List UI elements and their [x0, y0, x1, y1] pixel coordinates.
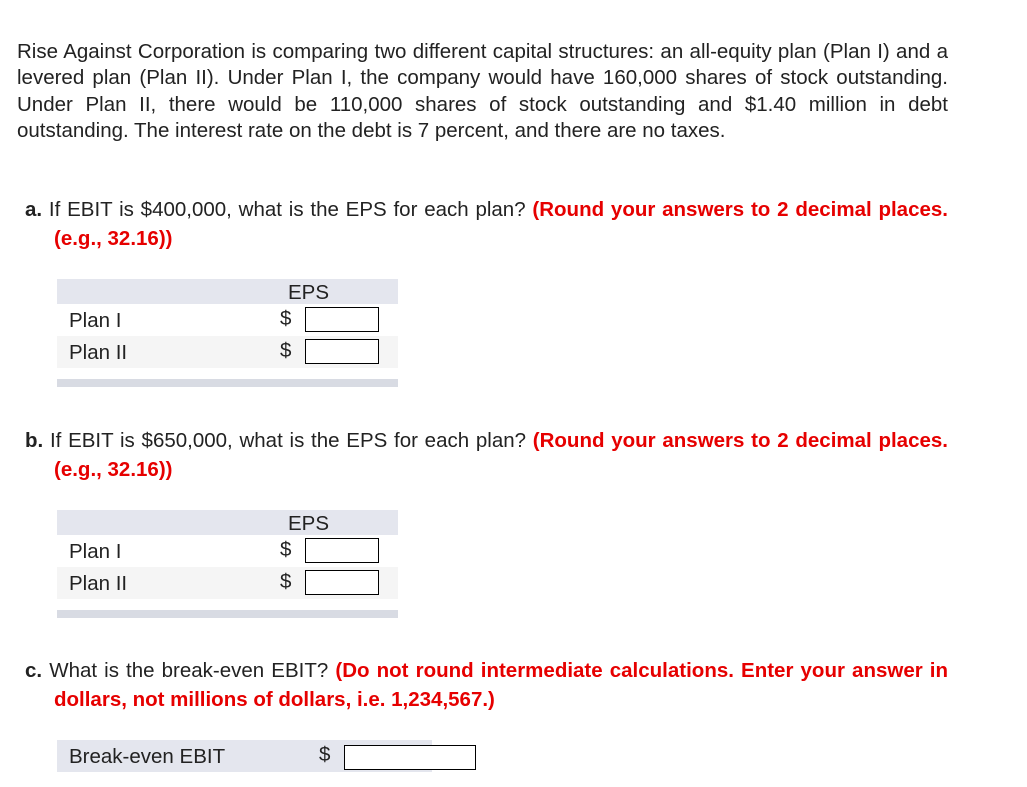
question-a-letter: a.: [25, 198, 43, 221]
table-row: [57, 567, 398, 599]
break-even-row: [57, 740, 432, 772]
eps-table-a-header: [57, 279, 398, 304]
question-b: [25, 426, 948, 484]
dollar-sign: $: [280, 570, 292, 593]
eps-table-b-header: [57, 510, 398, 535]
row-label: Break-even EBIT: [69, 745, 226, 768]
eps-input-b-plan-2[interactable]: [305, 570, 379, 595]
problem-intro: Rise Against Corporation is comparing two different capital structures: an all-equity plan (Plan I) and a levered plan (Plan II). Under Plan I, the company would have 160,000 shares of stock outstanding. Under Plan II, there would be 110,000 shares of stock outstanding and $1.40 million in debt outstanding. The interest rate on the debt is 7 percent, and there are no taxes.: [17, 40, 948, 142]
eps-input-b-plan-1[interactable]: [305, 538, 379, 563]
row-label: Plan I: [69, 309, 122, 332]
question-b-note: (Round your answers to 2 decimal places.(e.g., 32.16)): [54, 429, 948, 481]
dollar-sign: $: [280, 307, 292, 330]
dollar-sign: $: [280, 339, 292, 362]
eps-table-b: [57, 510, 398, 618]
eps-column-header: EPS: [288, 281, 330, 304]
question-a: [25, 195, 948, 253]
table-footer-bar: [57, 610, 398, 618]
question-c-letter: c.: [25, 659, 43, 682]
question-a-text: If EBIT is $400,000, what is the EPS for each plan?: [48, 198, 526, 221]
row-label: Plan I: [69, 540, 122, 563]
table-row: [57, 304, 398, 336]
table-row: [57, 535, 398, 567]
eps-input-a-plan-1[interactable]: [305, 307, 379, 332]
question-b-letter: b.: [25, 429, 44, 452]
row-label: Plan II: [69, 341, 128, 364]
question-c: [25, 656, 949, 714]
question-a-note: (Round your answers to 2 decimal places.(e.g., 32.16)): [54, 198, 948, 250]
eps-input-a-plan-2[interactable]: [305, 339, 379, 364]
question-c-text: What is the break-even EBIT?: [49, 659, 329, 682]
question-b-text: If EBIT is $650,000, what is the EPS for each plan?: [49, 429, 527, 452]
question-c-note: (Do not round intermediate calculations. Enter your answer in dollars, not millions of dollars, i.e. 1,234,567.): [54, 659, 949, 711]
dollar-sign: $: [280, 538, 292, 561]
eps-table-a: [57, 279, 398, 387]
break-even-ebit-input[interactable]: [344, 745, 476, 770]
table-footer-bar: [57, 379, 398, 387]
row-label: Plan II: [69, 572, 128, 595]
eps-column-header: EPS: [288, 512, 330, 535]
table-row: [57, 336, 398, 368]
dollar-sign: $: [319, 743, 331, 766]
